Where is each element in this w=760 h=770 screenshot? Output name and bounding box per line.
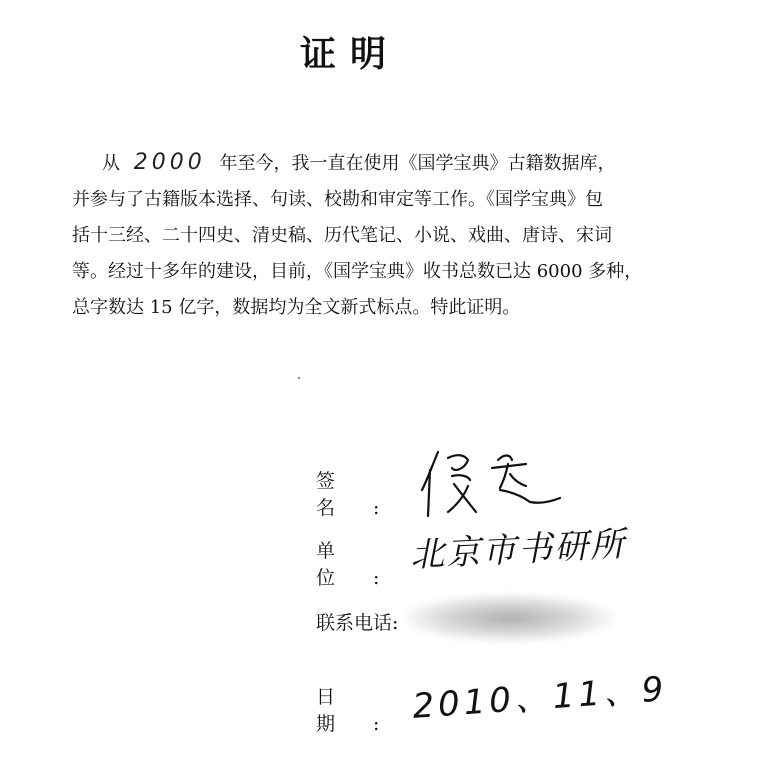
handwritten-year: 2000: [133, 150, 206, 175]
signature-row: [316, 466, 418, 520]
handwritten-signature: [408, 440, 568, 520]
handwritten-date: 2010、11、9: [411, 669, 669, 727]
body-line-1-suffix: 年至今，我一直在使用《国学宝典》古籍数据库，: [219, 153, 616, 174]
phone-row: [316, 608, 402, 635]
phone-label: 联系电话:: [316, 612, 399, 634]
body-line-3: 括十三经、二十四史、清史稿、历代笔记、小说、戏曲、唐诗、宋词: [72, 225, 612, 246]
date-row: [316, 682, 418, 736]
handwritten-unit: 北京市书研所: [409, 524, 628, 576]
body-line-4: 等。经过十多年的建设，目前，《国学宝典》收书总数已达 6000 多种，: [72, 261, 643, 282]
body-line-2: 并参与了古籍版本选择、句读、校勘和审定等工作。《国学宝典》包: [72, 189, 603, 210]
date-label: 日期:: [316, 686, 418, 735]
certificate-body: [72, 145, 682, 326]
unit-row: [316, 536, 418, 590]
scan-speck: [298, 377, 300, 379]
body-line-1: [72, 145, 682, 182]
signature-label: 签名:: [316, 470, 418, 519]
redacted-phone-number: [404, 594, 614, 642]
body-line-5: 总字数达 15 亿字，数据均为全文新式标点。特此证明。: [72, 297, 521, 318]
unit-label: 单位:: [316, 540, 418, 589]
document-title: 证明: [299, 33, 400, 75]
body-line-1-prefix: 从: [102, 153, 120, 174]
